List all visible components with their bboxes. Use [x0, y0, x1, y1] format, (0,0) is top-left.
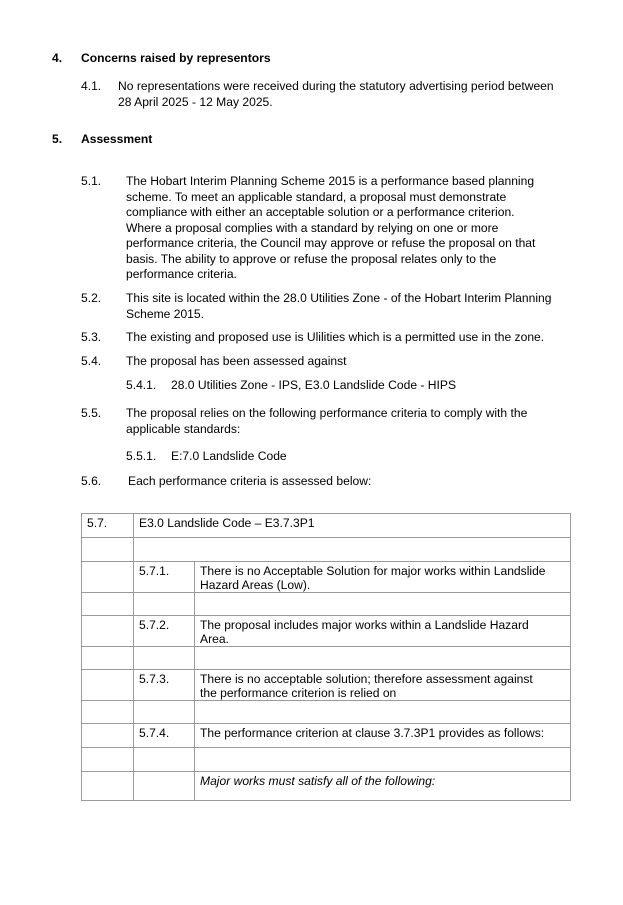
table-cell-line: There is no Acceptable Solution for major works within Landslide — [200, 564, 546, 578]
table-row-empty — [82, 593, 571, 616]
para-5-1-text — [126, 174, 581, 283]
table-row — [82, 772, 571, 801]
table-row-empty — [82, 647, 571, 670]
para-4-1-text — [118, 79, 588, 110]
para-4-1-line-1: No representations were received during the statutory advertising period between — [118, 79, 554, 93]
para-5-1-number: 5.1. — [81, 174, 102, 188]
table-row-empty — [82, 748, 571, 772]
table-row — [82, 514, 571, 538]
para-5-5-line-2: applicable standards: — [126, 421, 241, 436]
table-cell-text — [195, 562, 571, 593]
table-cell-number: 5.7.2. — [134, 616, 195, 647]
table-cell-number: 5.7.3. — [134, 670, 195, 701]
para-5-4-1-text: 28.0 Utilities Zone - IPS, E3.0 Landslide Code - HIPS — [171, 378, 457, 392]
para-5-2-number: 5.2. — [81, 291, 102, 305]
table-row — [82, 724, 571, 748]
table-row-empty — [82, 538, 571, 562]
para-4-1-line-2: 28 April 2025 - 12 May 2025. — [118, 94, 273, 109]
para-5-1-line: basis. The ability to approve or refuse the proposal relates only to the — [126, 251, 497, 266]
table-cell-text: Major works must satisfy all of the following: — [195, 772, 571, 801]
para-5-4-number: 5.4. — [81, 354, 102, 368]
table-cell-text — [195, 670, 571, 701]
para-5-1-line: The Hobart Interim Planning Scheme 2015 is a performance based planning — [126, 174, 535, 188]
para-5-5-text — [126, 406, 581, 437]
table-cell-text: The performance criterion at clause 3.7.3P1 provides as follows: — [195, 724, 571, 748]
table-cell-title: E3.0 Landslide Code – E3.7.3P1 — [134, 514, 571, 538]
table-cell-number: 5.7.1. — [134, 562, 195, 593]
section-5-title: Assessment — [81, 132, 153, 146]
para-5-5-line-1: The proposal relies on the following performance criteria to comply with the — [126, 406, 528, 420]
para-5-1-line: scheme. To meet an applicable standard, a proposal must demonstrate — [126, 189, 507, 204]
table-cell-number: 5.7. — [82, 514, 134, 538]
para-5-1-line: compliance with either an acceptable solution or a performance criterion. — [126, 205, 515, 219]
table-cell-line: Hazard Areas (Low). — [200, 578, 311, 592]
table-row — [82, 616, 571, 647]
para-5-2-line-1: This site is located within the 28.0 Utilities Zone - of the Hobart Interim Planning — [126, 291, 552, 305]
assessment-table — [81, 513, 571, 801]
table-cell-text — [195, 616, 571, 647]
para-5-6-text: Each performance criteria is assessed below: — [128, 474, 372, 488]
table-row-empty — [82, 701, 571, 724]
para-5-6-number: 5.6. — [81, 474, 102, 488]
para-5-1-line: performance criteria, the Council may approve or refuse the proposal on that — [126, 236, 536, 250]
para-5-2-line-2: Scheme 2015. — [126, 306, 204, 321]
table-cell-line: There is no acceptable solution; therefore assessment against — [200, 672, 533, 686]
table-cell-line: The proposal includes major works within a Landslide Hazard — [200, 618, 529, 632]
para-5-3-number: 5.3. — [81, 330, 102, 344]
para-5-5-1-text: E:7.0 Landslide Code — [171, 449, 287, 463]
para-5-4-text: The proposal has been assessed against — [126, 354, 347, 368]
para-5-5-1-number: 5.5.1. — [126, 449, 157, 463]
para-5-1-line: Where a proposal complies with a standard by relying on one or more — [126, 220, 499, 235]
section-5-number: 5. — [52, 132, 63, 146]
para-5-1-line: performance criteria. — [126, 267, 237, 281]
table-row — [82, 670, 571, 701]
table-cell-number: 5.7.4. — [134, 724, 195, 748]
para-4-1-number: 4.1. — [81, 79, 102, 93]
table-cell-line: the performance criterion is relied on — [200, 686, 397, 700]
para-5-5-number: 5.5. — [81, 406, 102, 420]
section-4-number: 4. — [52, 51, 63, 65]
table-cell-line: Area. — [200, 632, 229, 646]
table-row — [82, 562, 571, 593]
para-5-2-text — [126, 291, 581, 322]
para-5-3-text: The existing and proposed use is Ulilities which is a permitted use in the zone. — [126, 330, 545, 344]
section-4-title: Concerns raised by representors — [81, 51, 271, 65]
para-5-4-1-number: 5.4.1. — [126, 378, 157, 392]
